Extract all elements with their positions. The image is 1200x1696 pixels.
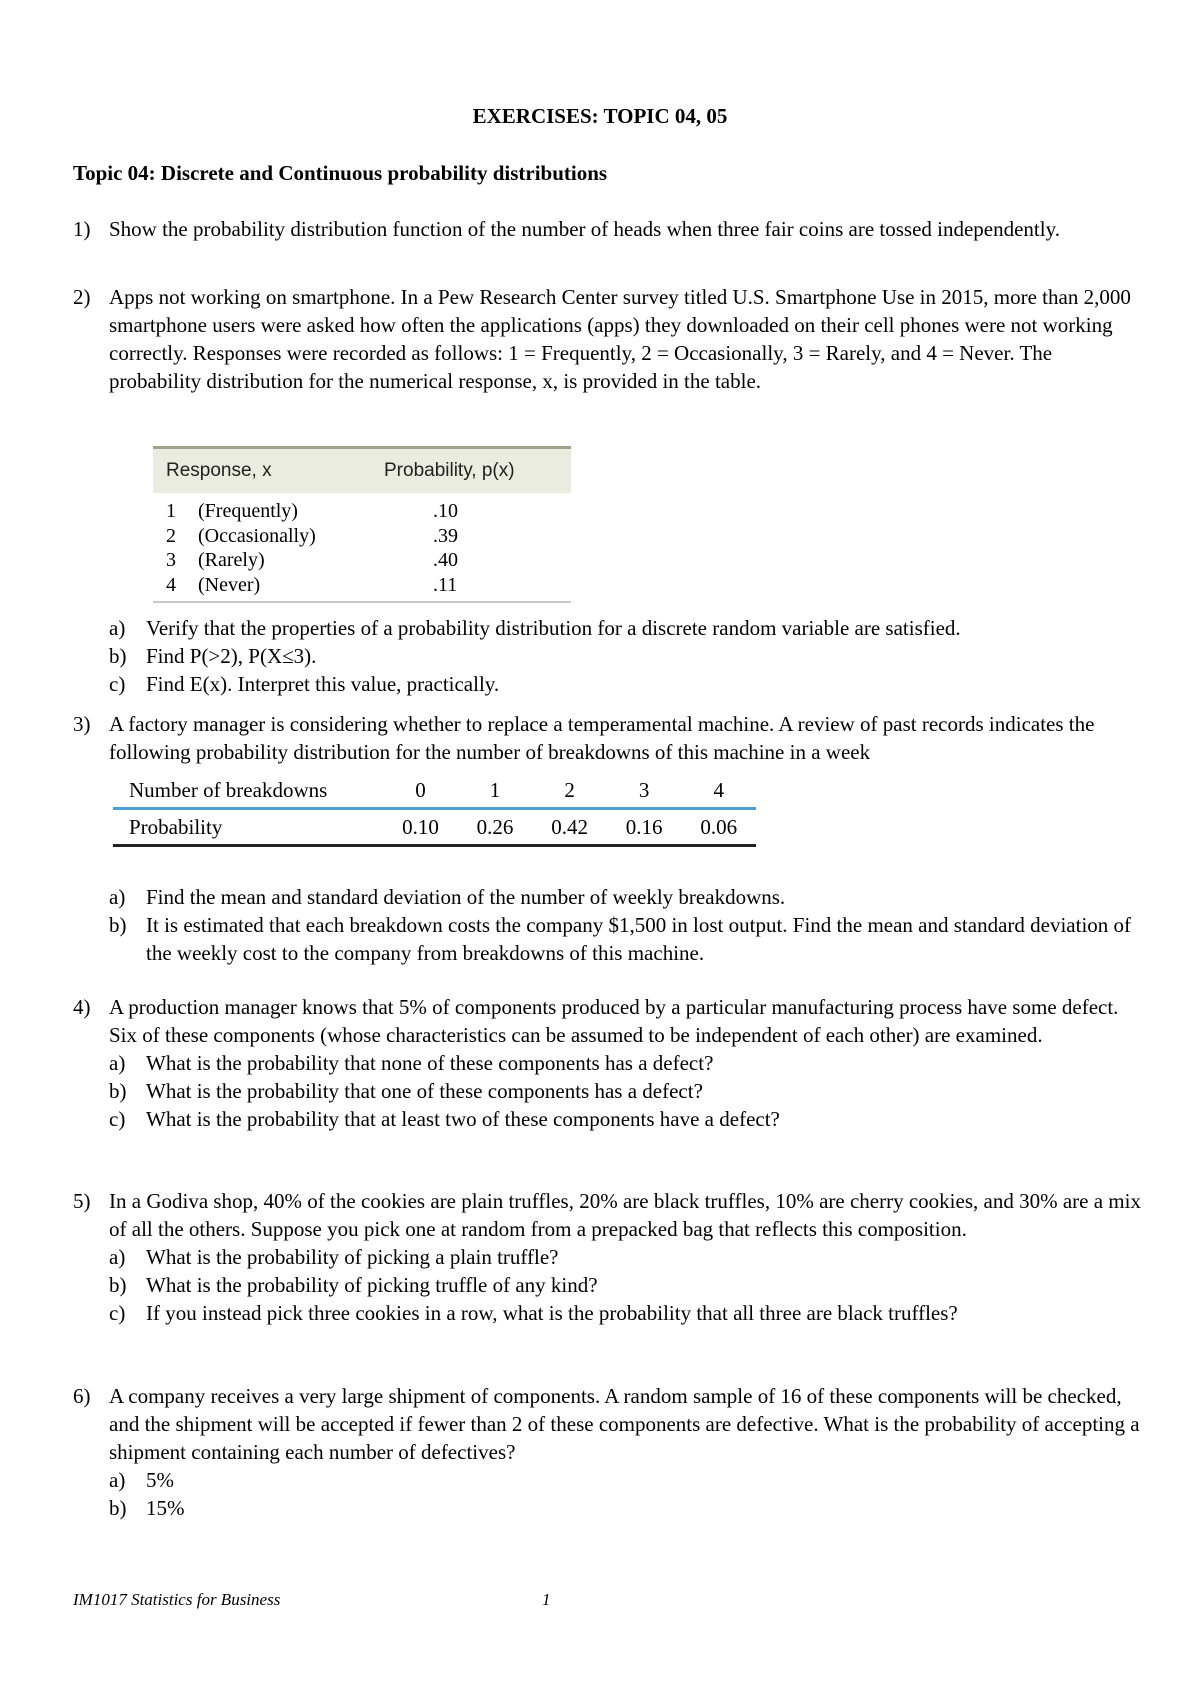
- table-row: [153, 573, 571, 598]
- question-2: [73, 283, 1143, 395]
- response-label: (Never): [198, 573, 261, 596]
- sub-question: [109, 670, 1143, 698]
- sub-question-text: What is the probability that none of these components has a defect?: [146, 1051, 714, 1075]
- sub-question-letter: a): [109, 1245, 126, 1269]
- question-number: 6): [73, 1384, 91, 1408]
- sub-question-text: What is the probability of picking a plain truffle?: [146, 1245, 559, 1269]
- table-cell: 0.26: [476, 814, 514, 839]
- column-header: Response, x: [166, 460, 272, 481]
- sub-question: [109, 1494, 1143, 1522]
- question-2-subparts: [73, 614, 1143, 698]
- table-cell: 0.06: [700, 814, 738, 839]
- sub-question: [109, 1243, 1143, 1271]
- sub-question: [109, 883, 1143, 911]
- sub-question-text: What is the probability that one of these components has a defect?: [146, 1079, 703, 1103]
- question-6: [73, 1382, 1143, 1522]
- probability-value: .40: [433, 549, 458, 571]
- footer-page-number: 1: [542, 1590, 551, 1609]
- sub-question: [109, 642, 1143, 670]
- sub-question-letter: a): [109, 885, 126, 909]
- sub-question: [109, 1271, 1143, 1299]
- column-header: Probability, p(x): [384, 460, 515, 481]
- question-text: A production manager knows that 5% of components produced by a particular manufacturing process have some defect. Six of these components (whose characteristics can be assumed to be independent of each other) are examined.: [109, 995, 1119, 1047]
- question-number: 1): [73, 217, 91, 241]
- sub-question-text: If you instead pick three cookies in a row, what is the probability that all three are black truffles?: [146, 1301, 958, 1325]
- response-value: 4: [166, 573, 176, 596]
- sub-question-text: Find E(x). Interpret this value, practically.: [146, 672, 500, 696]
- sub-question-letter: a): [109, 1468, 126, 1492]
- sub-question-letter: c): [109, 672, 126, 696]
- sub-question-letter: a): [109, 616, 126, 640]
- table-cell: 0: [415, 777, 426, 802]
- page-title: EXERCISES: TOPIC 04, 05: [472, 104, 728, 128]
- sub-question-text: What is the probability of picking truffle of any kind?: [146, 1273, 598, 1297]
- question-text: In a Godiva shop, 40% of the cookies are plain truffles, 20% are black truffles, 10% are cherry cookies, and 30% are a mix of all the others. Suppose you pick one at random from a prepacked bag that reflects this composition.: [109, 1189, 1141, 1241]
- sub-question-text: Find P(>2), P(X≤3).: [146, 644, 317, 668]
- sub-question-letter: b): [109, 913, 127, 937]
- sub-question-text: Verify that the properties of a probability distribution for a discrete random variable are satisfied.: [146, 616, 961, 640]
- sub-question-letter: b): [109, 1273, 127, 1297]
- table-cell: 0.16: [625, 814, 663, 839]
- sub-question: [109, 1077, 1143, 1105]
- probability-value: .11: [433, 573, 458, 596]
- question-text: A factory manager is considering whether to replace a temperamental machine. A review of past records indicates the following probability distribution for the number of breakdowns of this machine in a week: [109, 712, 1095, 764]
- table-cell: 3: [638, 777, 650, 802]
- table-row: [153, 548, 571, 573]
- question-number: 2): [73, 285, 91, 309]
- question-3: [73, 710, 1143, 766]
- sub-question-text: What is the probability that at least two of these components have a defect?: [146, 1107, 780, 1131]
- table-row: [113, 810, 756, 847]
- sub-question-text: 15%: [146, 1496, 185, 1520]
- row-label: Number of breakdowns: [129, 777, 328, 802]
- sub-question-text: It is estimated that each breakdown costs the company $1,500 in lost output. Find the mean and standard deviation of the weekly cost to the company from breakdowns of this machine.: [146, 913, 1132, 965]
- question-5: [73, 1187, 1143, 1327]
- sub-question-letter: b): [109, 644, 127, 668]
- sub-question: [109, 1105, 1143, 1133]
- question-number: 3): [73, 712, 91, 736]
- sub-question-text: Find the mean and standard deviation of the number of weekly breakdowns.: [146, 885, 786, 909]
- probability-value: .39: [433, 524, 458, 547]
- response-label: (Frequently): [198, 500, 298, 522]
- question-text: Show the probability distribution function of the number of heads when three fair coins are tossed independently.: [109, 217, 1060, 241]
- section-heading: Topic 04: Discrete and Continuous probability distributions: [73, 161, 608, 185]
- response-value: 1: [166, 500, 176, 522]
- sub-question: [109, 1049, 1143, 1077]
- sub-question-letter: c): [109, 1301, 126, 1325]
- question-3-subparts: [73, 883, 1143, 967]
- question-1: [73, 215, 1143, 243]
- table-cell: 4: [713, 777, 724, 802]
- sub-question-letter: b): [109, 1496, 127, 1520]
- sub-question-letter: a): [109, 1051, 126, 1075]
- table-header: [153, 446, 571, 493]
- question-number: 4): [73, 995, 91, 1019]
- response-probability-table: [153, 446, 571, 603]
- response-label: (Occasionally): [198, 524, 316, 547]
- row-label: Probability: [129, 814, 223, 839]
- breakdowns-table: [113, 773, 756, 847]
- response-value: 2: [166, 524, 176, 547]
- sub-question: [109, 614, 1143, 642]
- table-row: [113, 773, 756, 810]
- response-label: (Rarely): [198, 549, 265, 571]
- question-number: 5): [73, 1189, 91, 1213]
- sub-question-letter: b): [109, 1079, 127, 1103]
- table-cell: 2: [564, 777, 575, 802]
- table-row: [153, 499, 571, 524]
- question-text: Apps not working on smartphone. In a Pew Research Center survey titled U.S. Smartphone Use in 2015, more than 2,000 smartphone users were asked how often the applications (apps) they downloaded on their cell phones were not working correctly. Responses were recorded as follows: 1 = Frequently, 2 = Occasionally, 3 = Rarely, and 4 = Never. The probability distribution for the numerical response, x, is provided in the table.: [109, 285, 1131, 393]
- table-cell: 0.10: [402, 814, 439, 839]
- table-cell: 0.42: [551, 814, 588, 839]
- sub-question-text: 5%: [146, 1468, 174, 1492]
- sub-question: [109, 911, 1143, 967]
- table-row: [153, 524, 571, 549]
- sub-question-letter: c): [109, 1107, 126, 1131]
- probability-value: .10: [433, 500, 458, 522]
- response-value: 3: [166, 549, 176, 571]
- question-text: A company receives a very large shipment of components. A random sample of 16 of these components will be checked, and the shipment will be accepted if fewer than 2 of these components are defective. What is the probability of accepting a shipment containing each number of defectives?: [109, 1384, 1140, 1464]
- footer-course-name: IM1017 Statistics for Business: [73, 1590, 281, 1609]
- sub-question: [109, 1299, 1143, 1327]
- sub-question: [109, 1466, 1143, 1494]
- table-cell: 1: [489, 777, 501, 802]
- question-4: [73, 993, 1143, 1133]
